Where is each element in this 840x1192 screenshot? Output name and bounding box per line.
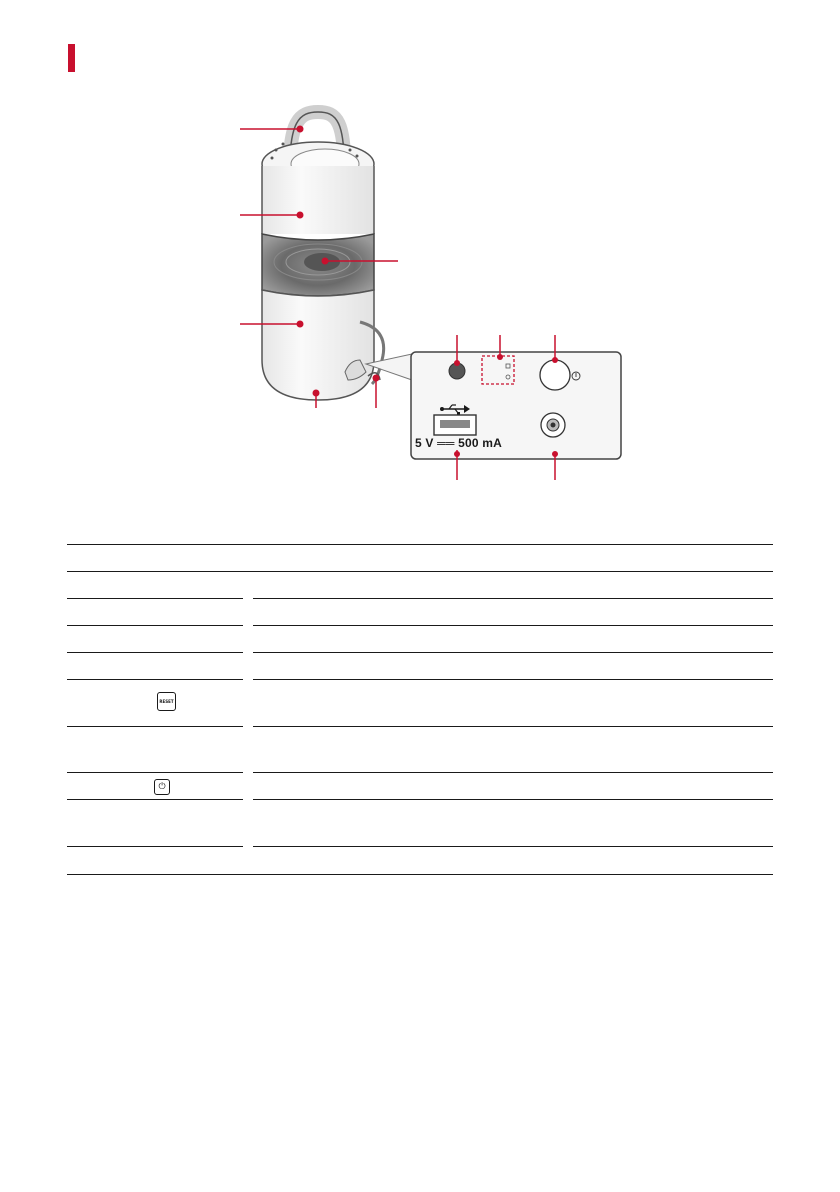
table-row [67, 800, 773, 847]
table-row [67, 653, 773, 680]
table-header-row [67, 544, 773, 572]
lower-body [262, 290, 374, 400]
parts-table [67, 544, 773, 875]
table-row [67, 847, 773, 875]
table-row [67, 773, 773, 800]
power-button [540, 360, 570, 390]
table-row [67, 626, 773, 653]
usb-spec-label: 5 V ══ 500 mA [415, 436, 502, 450]
table-row [67, 680, 773, 727]
reset-key-icon: RESET [157, 692, 176, 711]
speaker-parts-diagram [0, 0, 840, 500]
upper-body [262, 166, 374, 234]
table-row [67, 727, 773, 773]
table-row [67, 599, 773, 626]
power-key-icon: ⏻ [154, 779, 170, 795]
table-row [67, 572, 773, 599]
